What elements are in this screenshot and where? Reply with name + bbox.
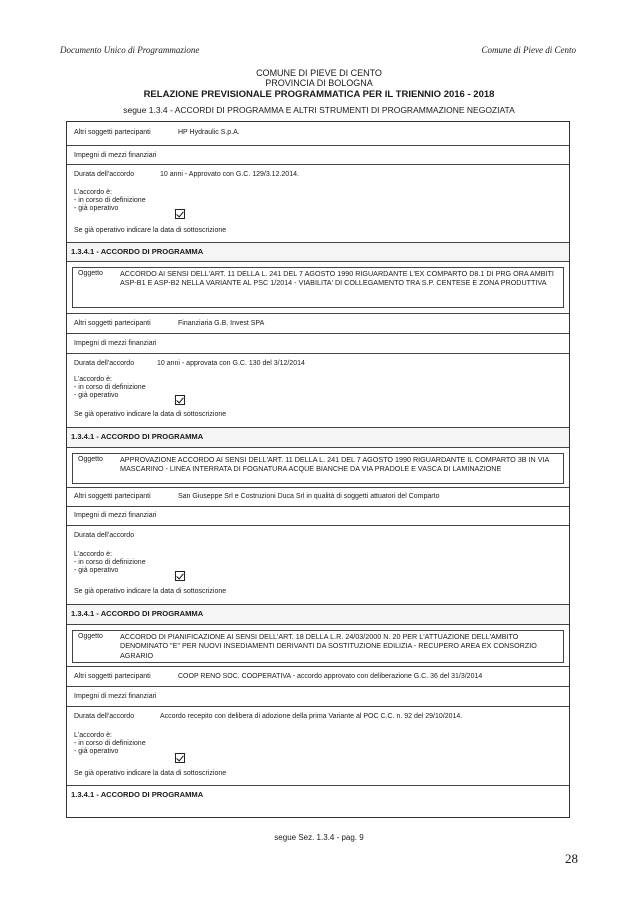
durata-value: 10 anni - Approvato con G.C. 129/3.12.2014. — [160, 171, 299, 178]
impegni-label: Impegni di mezzi finanziari — [74, 693, 157, 700]
running-header-right: Comune di Pieve di Cento — [481, 45, 576, 55]
impegni-row — [67, 687, 569, 707]
section-title: 1.3.4.1 - ACCORDO DI PROGRAMMA — [71, 247, 204, 256]
in-corso-label: - in corso di definizione — [74, 740, 146, 747]
altri-value: San Giuseppe Srl e Costruzioni Duca Srl in qualità di soggetti attuatori del Comparto — [178, 493, 440, 500]
durata-row — [67, 707, 569, 786]
oggetto-row — [67, 625, 569, 667]
durata-row — [67, 165, 569, 243]
oggetto-box — [72, 267, 564, 308]
oggetto-box — [72, 453, 564, 484]
oggetto-label: Oggetto — [78, 270, 103, 277]
durata-label: Durata dell'accordo — [74, 360, 135, 367]
durata-label: Durata dell'accordo — [74, 713, 135, 720]
impegni-label: Impegni di mezzi finanziari — [74, 512, 157, 519]
footer-segue: segue Sez. 1.3.4 - pag. 9 — [274, 833, 364, 842]
altri-label: Altri soggetti partecipanti — [74, 320, 151, 327]
in-corso-label: - in corso di definizione — [74, 197, 146, 204]
altri-value: COOP RENO SOC. COOPERATIVA - accordo approvato con deliberazione G.C. 36 del 31/3/2014 — [178, 673, 483, 680]
gia-operativo-label: - già operativo — [74, 567, 119, 574]
section-title: 1.3.4.1 - ACCORDO DI PROGRAMMA — [71, 432, 204, 441]
se-gia-label: Se già operativo indicare la data di sottoscrizione — [74, 227, 227, 234]
altri-row — [67, 122, 569, 146]
durata-label: Durata dell'accordo — [74, 171, 135, 178]
oggetto-box — [72, 630, 564, 663]
altri-label: Altri soggetti partecipanti — [74, 673, 151, 680]
section-title: 1.3.4.1 - ACCORDO DI PROGRAMMA — [71, 790, 204, 799]
durata-row — [67, 526, 569, 605]
altri-label: Altri soggetti partecipanti — [74, 493, 151, 500]
title-segue: segue 1.3.4 - ACCORDI DI PROGRAMMA E ALTRI STRUMENTI DI PROGRAMMAZIONE NEGOZIATA — [123, 105, 515, 115]
title-provincia: PROVINCIA DI BOLOGNA — [265, 78, 373, 88]
impegni-row — [67, 507, 569, 526]
accordo-e-label: L'accordo è: — [74, 551, 112, 558]
page-number: 28 — [565, 851, 578, 866]
oggetto-text: ACCORDO AI SENSI DELL'ART. 11 DELLA L. 241 DEL 7 AGOSTO 1990 RIGUARDANTE L'EX COMPARTO D8.1 DI PRG ORA AMBITI ASP-B1 E ASP-B2 NELLA VARIANTE AL PSC 1/2014 - VIABILITA' DI COLLEGAMENTO TRA S.P. CENTESE E ZONA PRODUTTIVA — [120, 269, 554, 288]
altri-row — [67, 667, 569, 687]
altri-row — [67, 488, 569, 507]
altri-value: Finanziaria G.B. Invest SPA — [178, 320, 265, 327]
accordo-e-label: L'accordo è: — [74, 732, 112, 739]
altri-row — [67, 314, 569, 334]
durata-label: Durata dell'accordo — [74, 532, 135, 539]
se-gia-label: Se già operativo indicare la data di sottoscrizione — [74, 770, 227, 777]
impegni-row — [67, 146, 569, 165]
accordo-e-label: L'accordo è: — [74, 189, 112, 196]
gia-operativo-label: - già operativo — [74, 205, 119, 212]
impegni-row — [67, 334, 569, 354]
oggetto-text: APPROVAZIONE ACCORDO AI SENSI DELL'ART. 11 DELLA L. 241 DEL 7 AGOSTO 1990 RIGUARDANTE IL COMPARTO 3B IN VIA MASCARINO - LINEA INTERRATA DI FOGNATURA ACQUE BIANCHE DA VIA PRADOLE E VASCA DI LAMINAZIONE — [120, 455, 549, 474]
altri-label: Altri soggetti partecipanti — [74, 129, 151, 136]
durata-value: Accordo recepito con delibera di adozione della prima Variante al POC C.C. n. 92 del 29/10/2014. — [160, 713, 463, 720]
section-heading — [67, 428, 569, 448]
in-corso-label: - in corso di definizione — [74, 384, 146, 391]
altri-value: HP Hydraulic S.p.A. — [178, 129, 240, 136]
oggetto-row — [67, 262, 569, 314]
gia-operativo-checkbox[interactable] — [175, 753, 185, 763]
gia-operativo-label: - già operativo — [74, 392, 119, 399]
title-relazione: RELAZIONE PREVISIONALE PROGRAMMATICA PER IL TRIENNIO 2016 - 2018 — [143, 89, 495, 100]
se-gia-label: Se già operativo indicare la data di sottoscrizione — [74, 411, 227, 418]
form-sheet — [66, 121, 570, 818]
section-heading — [67, 786, 569, 806]
gia-operativo-label: - già operativo — [74, 748, 119, 755]
accordo-e-label: L'accordo è: — [74, 376, 112, 383]
oggetto-row — [67, 448, 569, 488]
section-heading — [67, 605, 569, 625]
oggetto-label: Oggetto — [78, 633, 103, 640]
section-title: 1.3.4.1 - ACCORDO DI PROGRAMMA — [71, 609, 204, 618]
section-heading — [67, 243, 569, 262]
gia-operativo-checkbox[interactable] — [175, 395, 185, 405]
oggetto-label: Oggetto — [78, 456, 103, 463]
durata-row — [67, 354, 569, 428]
running-header-left: Documento Unico di Programmazione — [60, 45, 200, 55]
gia-operativo-checkbox[interactable] — [175, 209, 185, 219]
title-comune: COMUNE DI PIEVE DI CENTO — [256, 68, 382, 78]
se-gia-label: Se già operativo indicare la data di sottoscrizione — [74, 588, 227, 595]
durata-value: 10 anni - approvata con G.C. 130 del 3/12/2014 — [157, 360, 305, 367]
impegni-label: Impegni di mezzi finanziari — [74, 152, 157, 159]
gia-operativo-checkbox[interactable] — [175, 571, 185, 581]
impegni-label: Impegni di mezzi finanziari — [74, 340, 157, 347]
oggetto-text: ACCORDO DI PIANIFICAZIONE AI SENSI DELL'ART. 18 DELLA L.R. 24/03/2000 N. 20 PER L'ATTUAZIONE DELL'AMBITO DENOMINATO "E" PER NUOVI INSEDIAMENTI DERIVANTI DA SOSTITUZIONE EDILIZIA - RECUPERO AREA EX CONSORZIO AGRARIO — [120, 632, 537, 660]
in-corso-label: - in corso di definizione — [74, 559, 146, 566]
